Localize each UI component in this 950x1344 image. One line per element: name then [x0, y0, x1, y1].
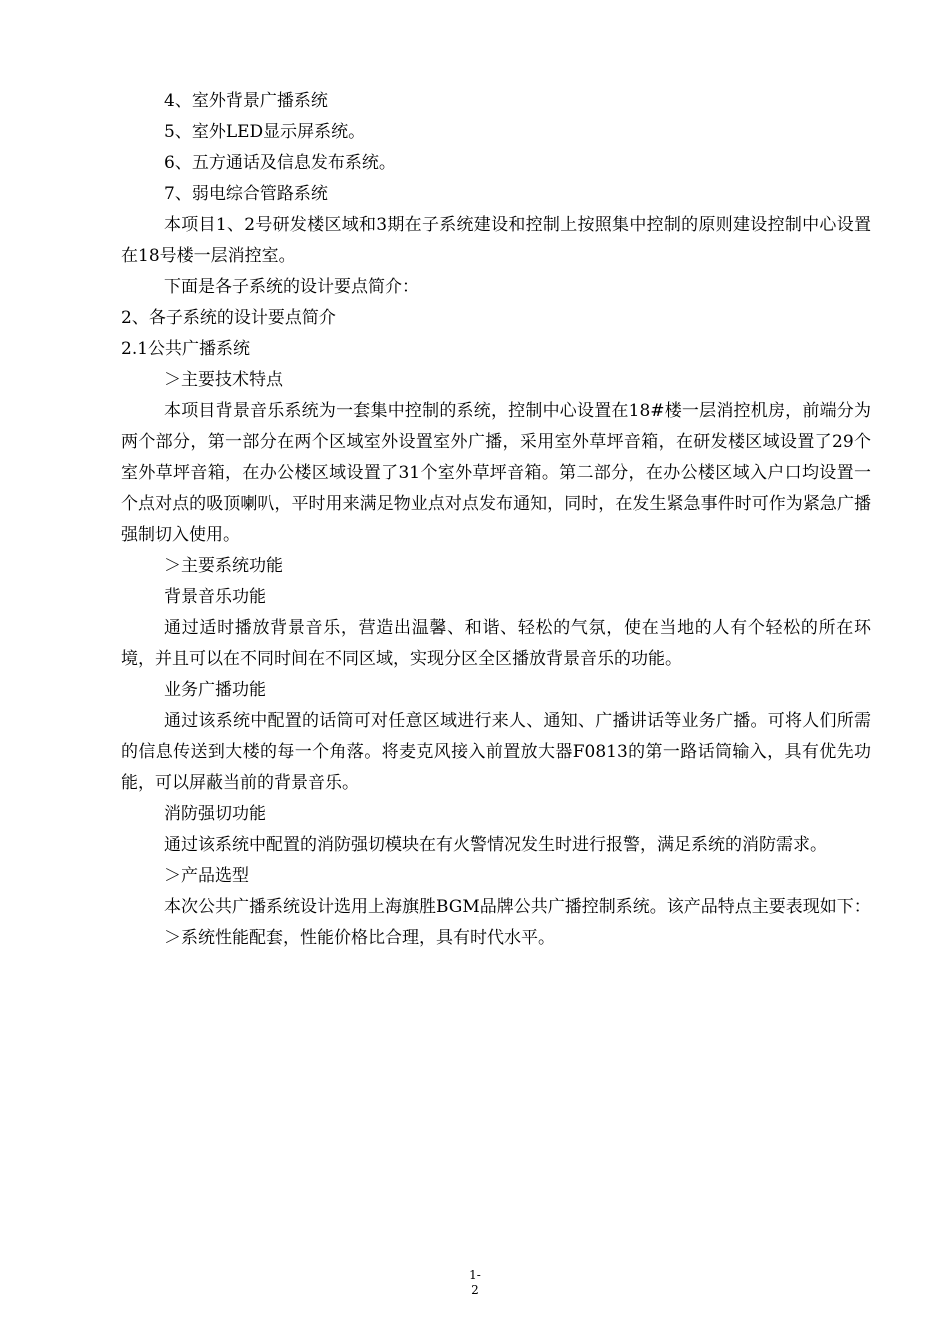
- list-item-five-way-intercom: 6、五方通话及信息发布系统。: [164, 153, 396, 173]
- paragraph-control-center: 本项目1、2号研发楼区域和3期在子系统建设和控制上按照集中控制的原则建设控制中心设置在18号楼一层消控室。: [121, 215, 871, 266]
- list-item-background-broadcast: 4、室外背景广播系统: [164, 91, 328, 111]
- subheading-technical-features: ＞主要技术特点: [164, 370, 283, 390]
- subheading-system-functions: ＞主要系统功能: [164, 556, 283, 576]
- paragraph-intro: 下面是各子系统的设计要点简介：: [164, 277, 419, 297]
- paragraph-background-music: 通过适时播放背景音乐，营造出温馨、和谐、轻松的气氛，使在当地的人有个轻松的所在环境，并且可以在不同时间在不同区域，实现分区全区播放背景音乐的功能。: [121, 618, 871, 669]
- page-number-top: 1-: [469, 1268, 481, 1282]
- paragraph-technical-features: 本项目背景音乐系统为一套集中控制的系统，控制中心设置在18#楼一层消控机房，前端分为两个部分，第一部分在两个区域室外设置室外广播，采用室外草坪音箱，在研发楼区域设置了29个室外草坪音箱，在办公楼区域设置了31个室外草坪音箱。第二部分，在办公楼区域入户口均设置一个点对点的吸顶喇叭，平时用来满足物业点对点发布通知，同时，在发生紧急事件时可作为紧急广播强制切入使用。: [121, 401, 871, 545]
- paragraph-fire-override: 通过该系统中配置的消防强切模块在有火警情况发生时进行报警，满足系统的消防需求。: [164, 835, 827, 855]
- bullet-system-performance: ＞系统性能配套，性能价格比合理，具有时代水平。: [164, 928, 555, 948]
- list-item-led-display: 5、室外LED显示屏系统。: [164, 122, 366, 142]
- paragraph-product-selection: 本次公共广播系统设计选用上海旗胜BGM品牌公共广播控制系统。该产品特点主要表现如下：: [164, 897, 871, 917]
- paragraph-business-broadcast: 通过该系统中配置的话筒可对任意区域进行来人、通知、广播讲话等业务广播。可将人们所需的信息传送到大楼的每一个角落。将麦克风接入前置放大器F0813的第一路话筒输入，具有优先功能，可以屏蔽当前的背景音乐。: [121, 711, 871, 793]
- page-number: [0, 1268, 950, 1298]
- page-number-bottom: 2: [471, 1283, 479, 1297]
- heading-background-music: 背景音乐功能: [164, 587, 266, 607]
- document-body: [121, 86, 871, 954]
- section-heading-public-broadcast: 2.1公共广播系统: [121, 339, 251, 359]
- heading-fire-override: 消防强切功能: [164, 804, 266, 824]
- heading-business-broadcast: 业务广播功能: [164, 680, 266, 700]
- subheading-product-selection: ＞产品选型: [164, 866, 249, 886]
- list-item-conduit-system: 7、弱电综合管路系统: [164, 184, 328, 204]
- section-heading-subsystems: 2、各子系统的设计要点简介: [121, 308, 336, 328]
